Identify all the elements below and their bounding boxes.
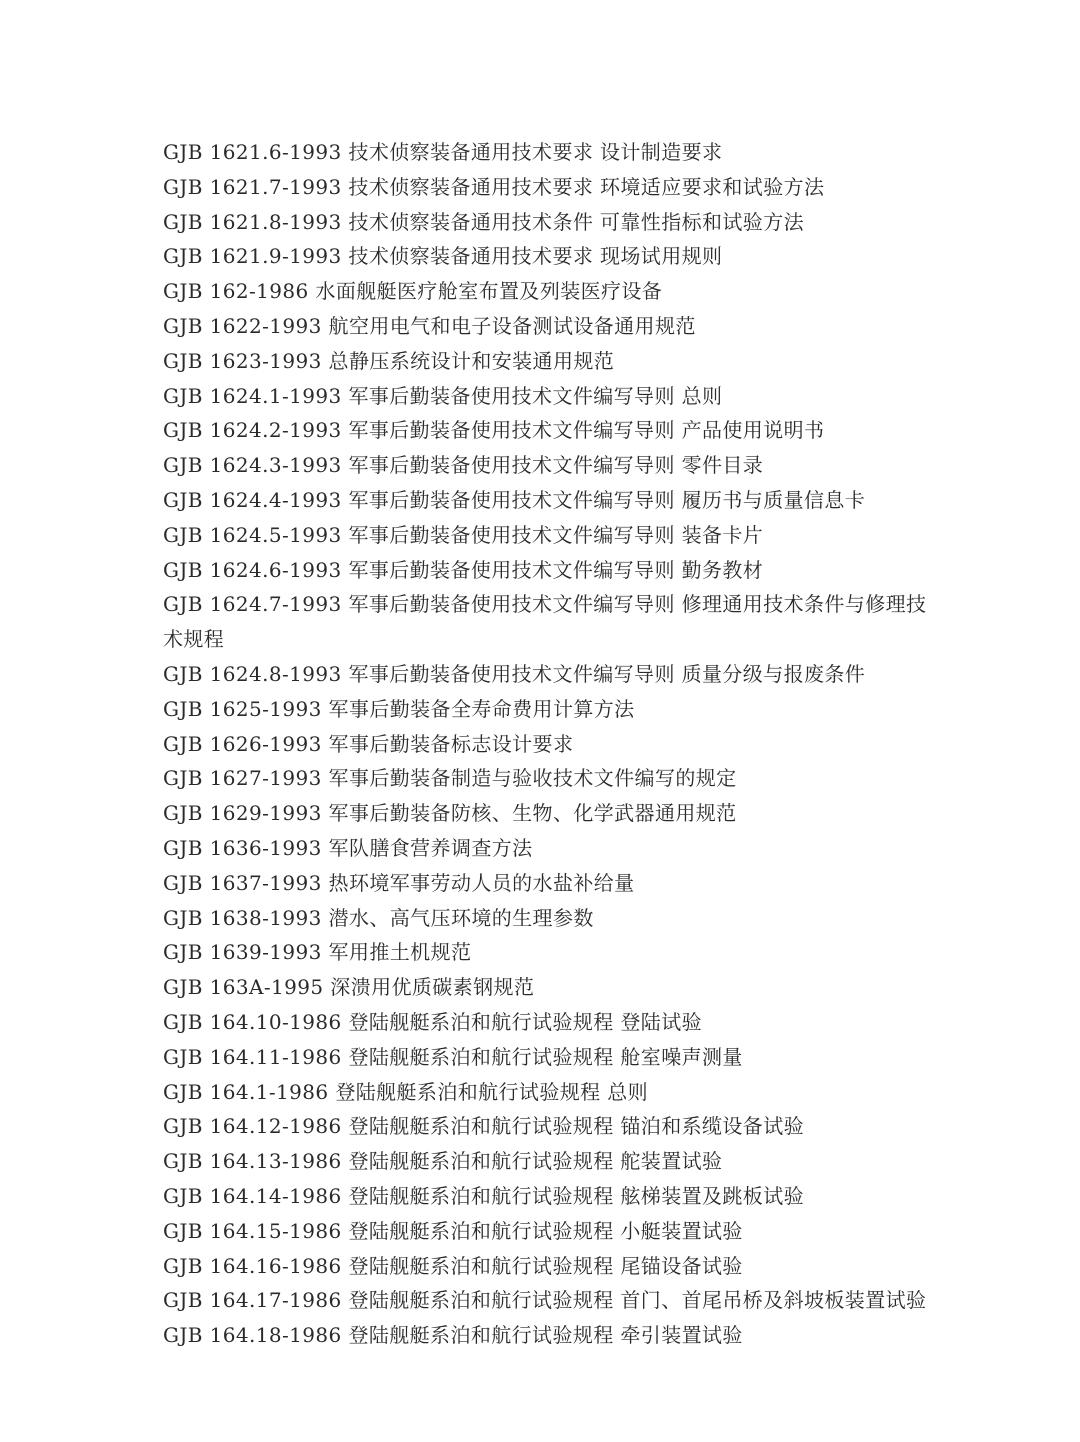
standard-entry: GJB 164.15-1986 登陆舰艇系泊和航行试验规程 小艇装置试验: [163, 1218, 743, 1243]
standard-entry: GJB 1621.9-1993 技术侦察装备通用技术要求 现场试用规则: [163, 244, 723, 269]
standard-entry: GJB 1626-1993 军事后勤装备标志设计要求: [163, 731, 574, 756]
standard-entry: GJB 1638-1993 潜水、高气压环境的生理参数: [163, 905, 594, 930]
standard-entry: GJB 162-1986 水面舰艇医疗舱室布置及列装医疗设备: [163, 279, 663, 304]
standard-entry: GJB 1624.1-1993 军事后勤装备使用技术文件编写导则 总则: [163, 383, 723, 408]
standard-entry: GJB 164.16-1986 登陆舰艇系泊和航行试验规程 尾锚设备试验: [163, 1253, 743, 1278]
standard-entry: GJB 1621.7-1993 技术侦察装备通用技术要求 环境适应要求和试验方法: [163, 174, 825, 199]
standard-entry: GJB 164.14-1986 登陆舰艇系泊和航行试验规程 舷梯装置及跳板试验: [163, 1183, 804, 1208]
standard-entry: GJB 164.18-1986 登陆舰艇系泊和航行试验规程 牵引装置试验: [163, 1323, 743, 1348]
standard-entry: GJB 1624.2-1993 军事后勤装备使用技术文件编写导则 产品使用说明书: [163, 418, 825, 443]
standard-entry: GJB 1624.8-1993 军事后勤装备使用技术文件编写导则 质量分级与报废条件: [163, 661, 866, 686]
standard-entry: GJB 1639-1993 军用推土机规范: [163, 940, 472, 965]
standard-entry: GJB 1623-1993 总静压系统设计和安装通用规范: [163, 348, 615, 373]
standard-entry: GJB 1624.5-1993 军事后勤装备使用技术文件编写导则 装备卡片: [163, 522, 764, 547]
standard-entry: GJB 1624.4-1993 军事后勤装备使用技术文件编写导则 履历书与质量信息卡: [163, 487, 866, 512]
standard-entry: GJB 164.17-1986 登陆舰艇系泊和航行试验规程 首门、首尾吊桥及斜坡板装置试验: [163, 1288, 927, 1313]
standard-entry: GJB 1629-1993 军事后勤装备防核、生物、化学武器通用规范: [163, 801, 737, 826]
standards-list: [163, 135, 933, 1353]
standard-entry: GJB 1624.6-1993 军事后勤装备使用技术文件编写导则 勤务教材: [163, 557, 764, 582]
standard-entry: GJB 164.11-1986 登陆舰艇系泊和航行试验规程 舱室噪声测量: [163, 1044, 743, 1069]
standard-entry: GJB 1621.8-1993 技术侦察装备通用技术条件 可靠性指标和试验方法: [163, 209, 804, 234]
standard-entry: GJB 1624.3-1993 军事后勤装备使用技术文件编写导则 零件目录: [163, 453, 764, 478]
standard-entry: GJB 164.10-1986 登陆舰艇系泊和航行试验规程 登陆试验: [163, 1009, 702, 1034]
standard-entry: GJB 1625-1993 军事后勤装备全寿命费用计算方法: [163, 696, 635, 721]
standard-entry: GJB 164.13-1986 登陆舰艇系泊和航行试验规程 舵装置试验: [163, 1149, 723, 1174]
standard-entry: GJB 164.12-1986 登陆舰艇系泊和航行试验规程 锚泊和系缆设备试验: [163, 1114, 804, 1139]
standard-entry: GJB 1621.6-1993 技术侦察装备通用技术要求 设计制造要求: [163, 140, 723, 164]
standard-entry: GJB 1637-1993 热环境军事劳动人员的水盐补给量: [163, 870, 635, 895]
standard-entry: GJB 164.1-1986 登陆舰艇系泊和航行试验规程 总则: [163, 1079, 649, 1104]
standard-entry: GJB 1627-1993 军事后勤装备制造与验收技术文件编写的规定: [163, 766, 737, 791]
standard-entry: GJB 1622-1993 航空用电气和电子设备测试设备通用规范: [163, 313, 696, 338]
standard-entry: GJB 163A-1995 深溃用优质碳素钢规范: [163, 975, 535, 1000]
standard-entry: GJB 1624.7-1993 军事后勤装备使用技术文件编写导则 修理通用技术条件与修理技术规程: [163, 592, 927, 652]
standard-entry: GJB 1636-1993 军队膳食营养调查方法: [163, 835, 533, 860]
